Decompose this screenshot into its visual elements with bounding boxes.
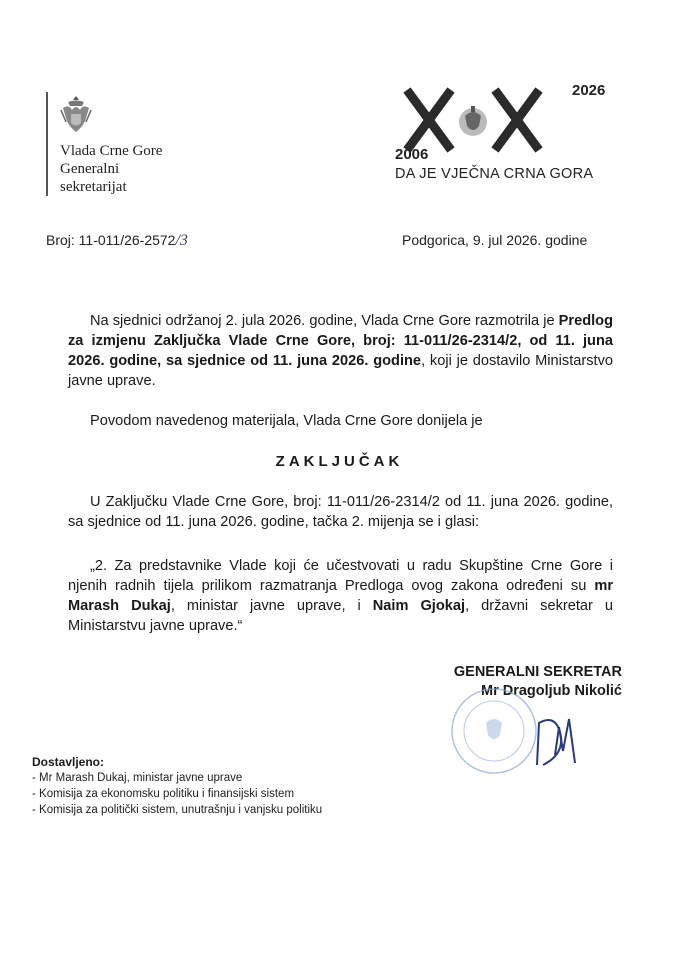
- paragraph-adopted: Povodom navedenog materijala, Vlada Crne Gore donijela je: [90, 413, 483, 429]
- point-text-mid: , ministar javne uprave, i: [170, 598, 373, 614]
- paragraph-quoted-point: [68, 556, 613, 636]
- government-name: Vlada Crne Gore: [60, 143, 163, 159]
- distribution-item: - Komisija za ekonomsku politiku i finansijski sistem: [32, 788, 295, 800]
- minister-name: mr Marash Dukaj: [68, 578, 613, 614]
- department-line-1: Generalni: [60, 161, 120, 177]
- header-divider: [46, 92, 48, 196]
- department-line-2: sekretarijat: [60, 179, 127, 195]
- distribution-item: - Komisija za politički sistem, unutrašnju i vanjsku politiku: [32, 804, 323, 816]
- logo-year-start: 2006: [395, 146, 429, 163]
- signatory-title: GENERALNI SEKRETAR: [453, 664, 622, 680]
- logo-motto: DA JE VJEČNA CRNA GORA: [395, 166, 594, 182]
- handwritten-suffix: /3: [175, 232, 188, 249]
- logo-year-end: 2026: [572, 82, 606, 99]
- paragraph-amendment: U Zaključku Vlade Crne Gore, broj: 11-011/26-2314/2 od 11. juna 2026. godine, sa sjednice od 11. juna 2026. godine, tačka 2. mijenja se i glasi:: [68, 494, 613, 530]
- intro-bold-subject: Predlog za izmjenu Zaključka Vlade Crne Gore, broj: 11-011/26-2314/2, od 11. juna 2026. godine, sa sjednice od 11. juna 2026. godine: [68, 313, 613, 369]
- decision-title: ZAKLJUČAK: [275, 453, 404, 470]
- point-text: „2. Za predstavnike Vlade koji će učestvovati u radu Skupštine Crne Gore i njenih radnih tijela prilikom razmatranja Predloga ovog zakona određeni su: [68, 558, 613, 594]
- place-date: Podgorica, 9. jul 2026. godine: [402, 232, 588, 248]
- intro-text: Na sjednici održanoj 2. jula 2026. godine, Vlada Crne Gore razmotrila je: [90, 313, 559, 329]
- handwritten-signature: [525, 705, 585, 775]
- point-text-end: , državni sekretar u Ministarstvu javne uprave.“: [68, 598, 613, 634]
- secretary-name: Naim Gjokaj: [372, 598, 466, 614]
- distribution-heading: Dostavljeno:: [32, 755, 105, 769]
- signatory-name: Mr Dragoljub Nikolić: [481, 683, 622, 699]
- document-number: [46, 232, 188, 250]
- distribution-item: - Mr Marash Dukaj, ministar javne uprave: [32, 772, 243, 784]
- document-number-text: Broj: 11-011/26-2572: [46, 232, 176, 248]
- intro-text-end: , koji je dostavilo Ministarstvo javne uprave.: [68, 353, 613, 389]
- paragraph-intro: [68, 311, 613, 391]
- coat-of-arms-icon: [59, 94, 93, 138]
